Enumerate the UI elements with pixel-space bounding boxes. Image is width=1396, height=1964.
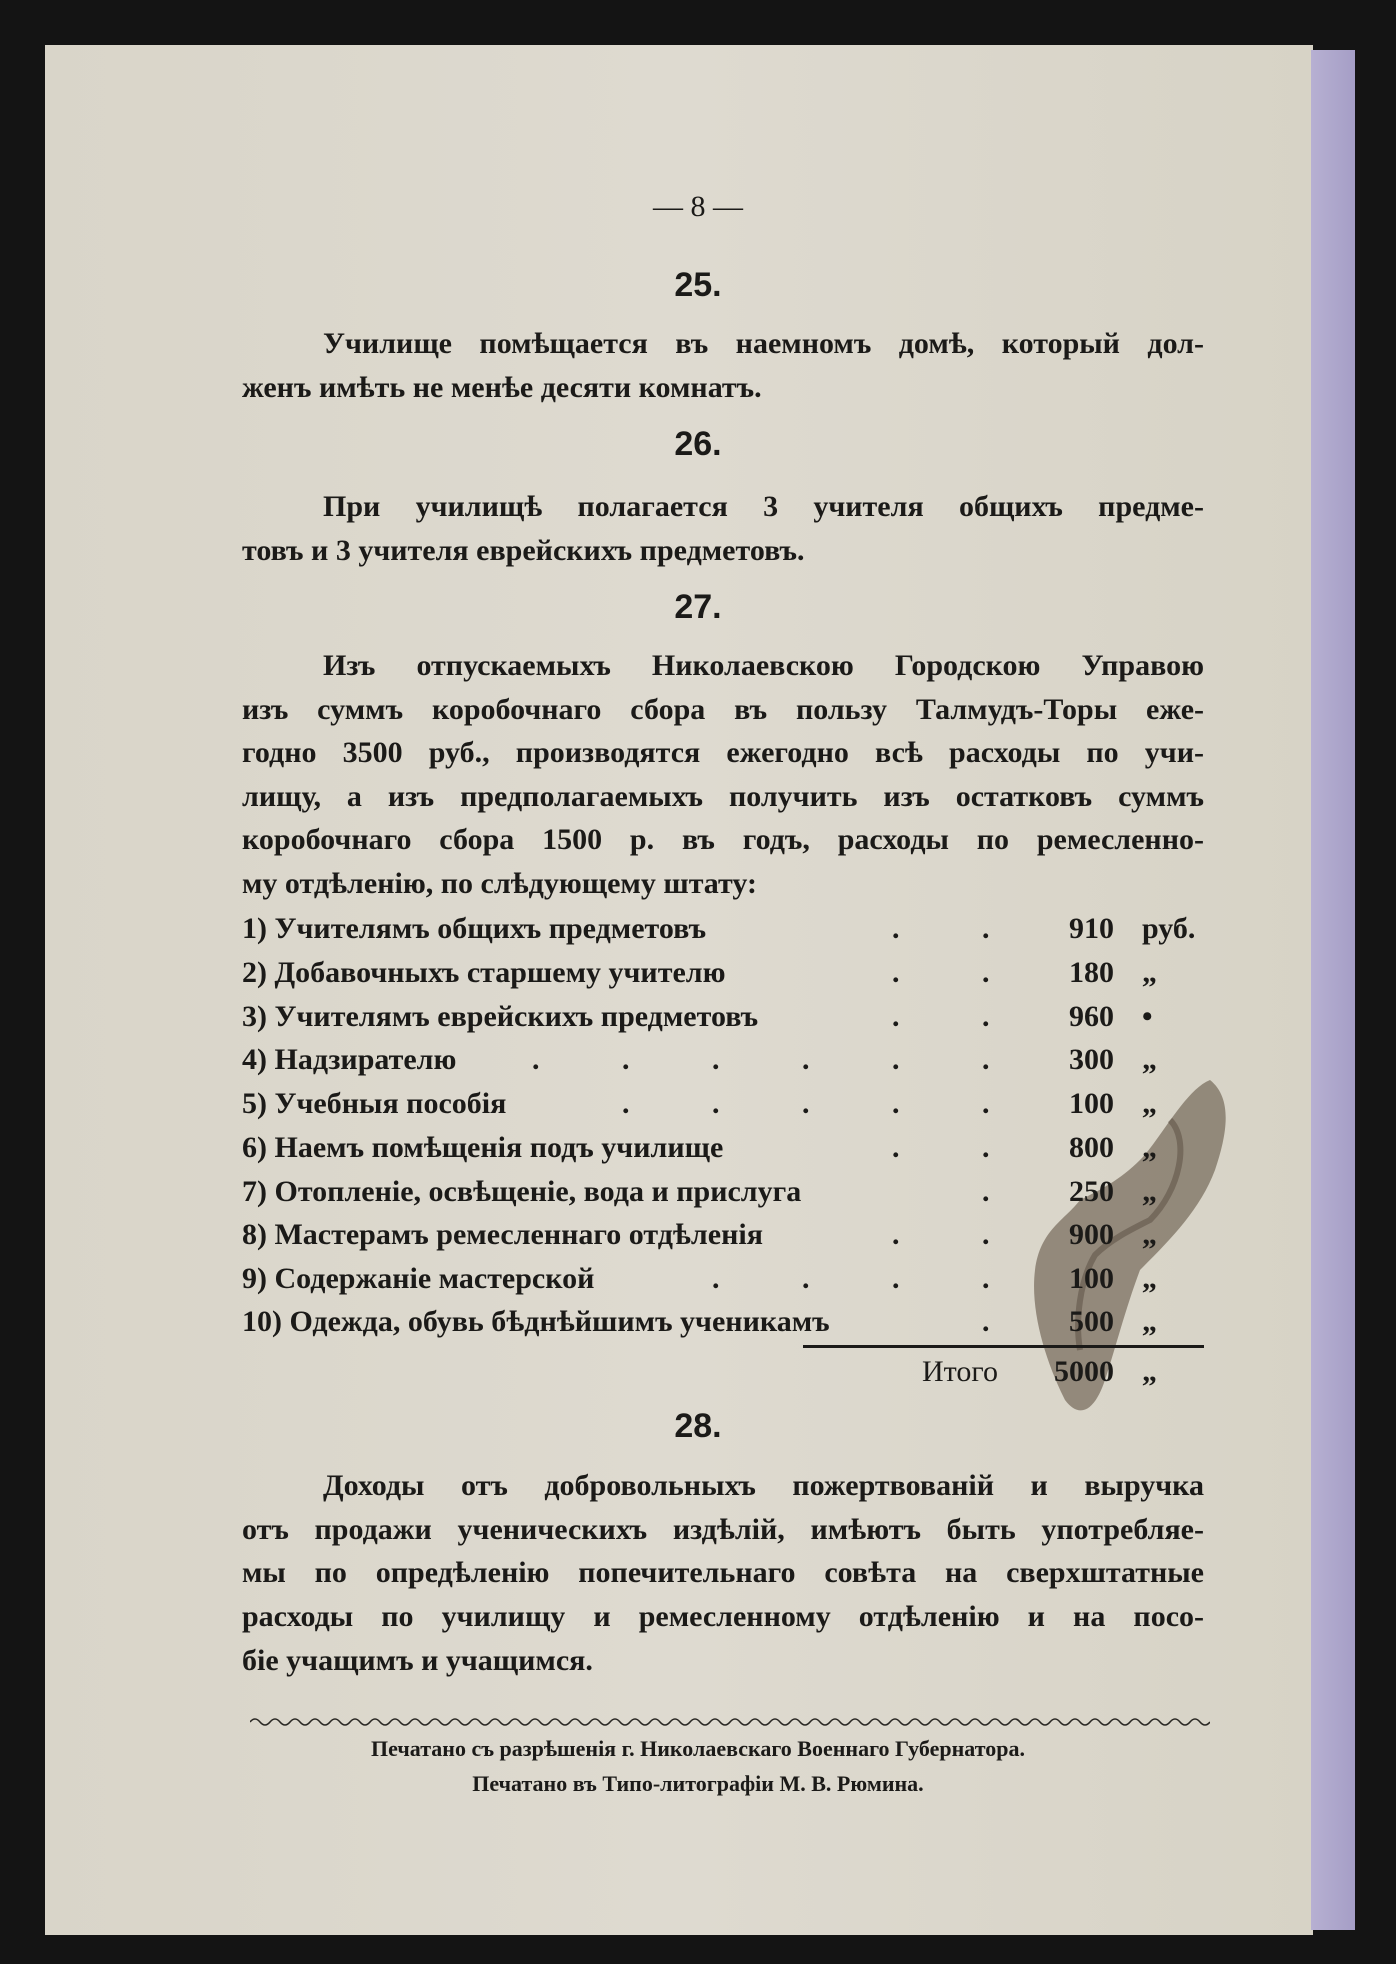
page-number: — 8 — <box>653 190 743 223</box>
item-amount: 250 <box>1069 1175 1114 1208</box>
budget-row: 8) Мастерамъ ремесленнаго отдѣленія . . 900 „ <box>242 1215 1204 1255</box>
text-line: товъ и 3 учителя еврейскихъ предметовъ. <box>242 534 805 567</box>
item-amount: 910 <box>1069 912 1114 945</box>
item-amount: 180 <box>1069 956 1114 989</box>
item-unit: „ <box>1142 1262 1157 1295</box>
item-unit: „ <box>1142 956 1157 989</box>
item-amount: 900 <box>1069 1218 1114 1251</box>
footer-line: Печатано въ Типо-литографіи М. В. Рюмина. <box>472 1771 924 1796</box>
text-line: Училище помѣщается въ наемномъ домѣ, который дол- <box>323 327 1204 360</box>
section-number: 28. <box>674 1407 722 1445</box>
item-amount: 300 <box>1069 1043 1114 1076</box>
item-amount: 800 <box>1069 1131 1114 1164</box>
item-label: 8) Мастерамъ ремесленнаго отдѣленія <box>242 1218 763 1251</box>
item-unit: руб. <box>1142 912 1196 945</box>
item-label: 4) Надзирателю <box>242 1043 457 1076</box>
item-label: 6) Наемъ помѣщенія подъ училище <box>242 1131 724 1164</box>
text-line: женъ имѣть не менѣе десяти комнатъ. <box>242 371 762 404</box>
section-number: 26. <box>674 425 722 463</box>
budget-row: 3) Учителямъ еврейскихъ предметовъ . . 960 • <box>242 997 1204 1037</box>
text-line: му отдѣленію, по слѣдующему штату: <box>242 867 757 900</box>
text-line: изъ суммъ коробочнаго сбора въ пользу Талмудъ-Торы еже- <box>242 693 1204 726</box>
total-row <box>242 1352 1204 1392</box>
item-unit: „ <box>1142 1131 1157 1164</box>
wavy-divider <box>250 1715 1210 1729</box>
section-number: 25. <box>674 266 722 304</box>
item-amount: 500 <box>1069 1305 1114 1338</box>
item-unit: „ <box>1142 1218 1157 1251</box>
item-label: 10) Одежда, обувь бѣднѣйшимъ ученикамъ <box>242 1305 830 1338</box>
item-unit: „ <box>1142 1175 1157 1208</box>
section-number: 27. <box>674 588 722 626</box>
budget-row: 10) Одежда, обувь бѣднѣйшимъ ученикамъ . 500 „ <box>242 1302 1204 1342</box>
item-label: 3) Учителямъ еврейскихъ предметовъ <box>242 1000 759 1033</box>
item-unit: „ <box>1142 1305 1157 1338</box>
budget-row: 7) Отопленіе, освѣщеніе, вода и прислуга . 250 „ <box>242 1172 1204 1212</box>
text-line: При училищѣ полагается 3 учителя общихъ предме- <box>323 490 1204 523</box>
text-line: мы по опредѣленію попечительнаго совѣта на сверхштатные <box>242 1556 1204 1589</box>
text-line: отъ продажи ученическихъ издѣлій, имѣютъ быть употребляе- <box>242 1513 1204 1546</box>
budget-row: 2) Добавочныхъ старшему учителю . . 180 „ <box>242 953 1204 993</box>
text-line: лищу, а изъ предполагаемыхъ получить изъ остатковъ суммъ <box>242 780 1204 813</box>
item-label: 7) Отопленіе, освѣщеніе, вода и прислуга <box>242 1175 802 1208</box>
total-rule <box>803 1345 1204 1348</box>
budget-row: 4) Надзирателю . . . . . . 300 „ <box>242 1040 1204 1080</box>
text-line: расходы по училищу и ремесленному отдѣленію и на посо- <box>242 1600 1204 1633</box>
total-label: Итого <box>922 1355 998 1388</box>
text-line: Доходы отъ добровольныхъ пожертвованій и выручка <box>323 1469 1204 1502</box>
text-line: годно 3500 руб., производятся ежегодно всѣ расходы по учи- <box>242 736 1204 769</box>
item-label: 5) Учебныя пособія <box>242 1087 507 1120</box>
budget-row: 9) Содержаніе мастерской . . . . 100 „ <box>242 1259 1204 1299</box>
item-amount: 100 <box>1069 1262 1114 1295</box>
item-unit: • <box>1142 1000 1153 1033</box>
total-amount: 5000 <box>1054 1355 1114 1388</box>
budget-row: 5) Учебныя пособія . . . . . 100 „ <box>242 1084 1204 1124</box>
text-line: Изъ отпускаемыхъ Николаевскою Городскою Управою <box>323 649 1204 682</box>
item-unit: „ <box>1142 1087 1157 1120</box>
text-line: біе учащимъ и учащимся. <box>242 1644 593 1677</box>
item-label: 9) Содержаніе мастерской <box>242 1262 595 1295</box>
footer-line: Печатано съ разрѣшенія г. Николаевскаго Военнаго Губернатора. <box>371 1736 1025 1761</box>
item-amount: 960 <box>1069 1000 1114 1033</box>
item-label: 2) Добавочныхъ старшему учителю <box>242 956 726 989</box>
total-unit: „ <box>1142 1355 1157 1388</box>
budget-row: 1) Учителямъ общихъ предметовъ . . 910 руб. <box>242 909 1204 949</box>
budget-row: 6) Наемъ помѣщенія подъ училище . . 800 „ <box>242 1128 1204 1168</box>
item-unit: „ <box>1142 1043 1157 1076</box>
item-label: 1) Учителямъ общихъ предметовъ <box>242 912 707 945</box>
page-edge <box>1311 50 1355 1930</box>
text-line: коробочнаго сбора 1500 р. въ годъ, расходы по ремесленно- <box>242 823 1204 856</box>
item-amount: 100 <box>1069 1087 1114 1120</box>
